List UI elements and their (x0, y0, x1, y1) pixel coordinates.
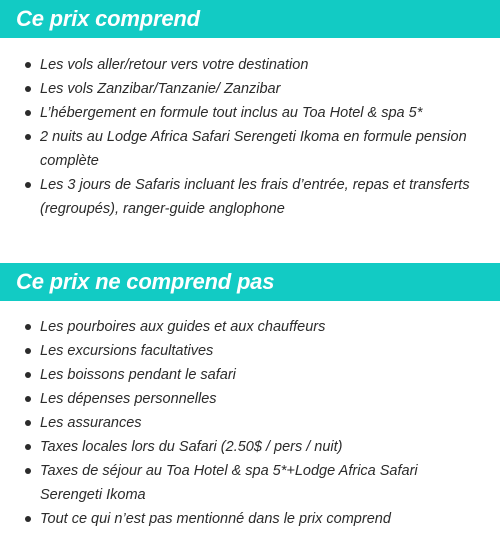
list-item (0, 339, 500, 363)
bullet-icon (25, 348, 31, 354)
list-item (0, 315, 500, 339)
included-list (0, 53, 500, 221)
bullet-icon (25, 86, 31, 92)
included-title: Ce prix comprend (16, 6, 200, 31)
bullet-icon (25, 396, 31, 402)
excluded-title: Ce prix ne comprend pas (16, 269, 275, 294)
bullet-icon (25, 110, 31, 116)
bullet-icon (25, 134, 31, 140)
list-item-text: Les vols aller/retour vers votre destination (40, 57, 309, 73)
excluded-header (0, 263, 500, 301)
bullet-icon (25, 324, 31, 330)
list-item (0, 507, 500, 531)
list-item (0, 459, 500, 507)
list-item-text: Tout ce qui n’est pas mentionné dans le prix comprend (40, 511, 391, 527)
list-item (0, 411, 500, 435)
included-header (0, 0, 500, 38)
list-item-text: Les assurances (40, 415, 142, 431)
bullet-icon (25, 420, 31, 426)
list-item-text: Les dépenses personnelles (40, 391, 217, 407)
bullet-icon (25, 62, 31, 68)
list-item-text: Taxes de séjour au Toa Hotel & spa 5*+Lodge Africa Safari Serengeti Ikoma (40, 463, 418, 503)
list-item (0, 363, 500, 387)
list-item-text: Les excursions facultatives (40, 343, 214, 359)
list-item (0, 125, 500, 173)
excluded-section (0, 263, 500, 531)
included-section (0, 0, 500, 221)
bullet-icon (25, 444, 31, 450)
bullet-icon (25, 468, 31, 474)
list-item-text: Les pourboires aux guides et aux chauffeurs (40, 319, 326, 335)
list-item (0, 101, 500, 125)
list-item-text: Les 3 jours de Safaris incluant les frais d’entrée, repas et transferts (regroupés), ranger-guide anglophone (40, 177, 470, 217)
list-item (0, 173, 500, 221)
list-item-text: Les boissons pendant le safari (40, 367, 236, 383)
list-item-text: Les vols Zanzibar/Tanzanie/ Zanzibar (40, 81, 281, 97)
excluded-list (0, 315, 500, 531)
list-item (0, 77, 500, 101)
bullet-icon (25, 516, 31, 522)
bullet-icon (25, 372, 31, 378)
list-item (0, 387, 500, 411)
list-item-text: Taxes locales lors du Safari (2.50$ / pers / nuit) (40, 439, 343, 455)
list-item-text: L’hébergement en formule tout inclus au Toa Hotel & spa 5* (40, 105, 423, 121)
bullet-icon (25, 182, 31, 188)
list-item (0, 53, 500, 77)
list-item (0, 435, 500, 459)
list-item-text: 2 nuits au Lodge Africa Safari Serengeti Ikoma en formule pension complète (40, 129, 467, 169)
